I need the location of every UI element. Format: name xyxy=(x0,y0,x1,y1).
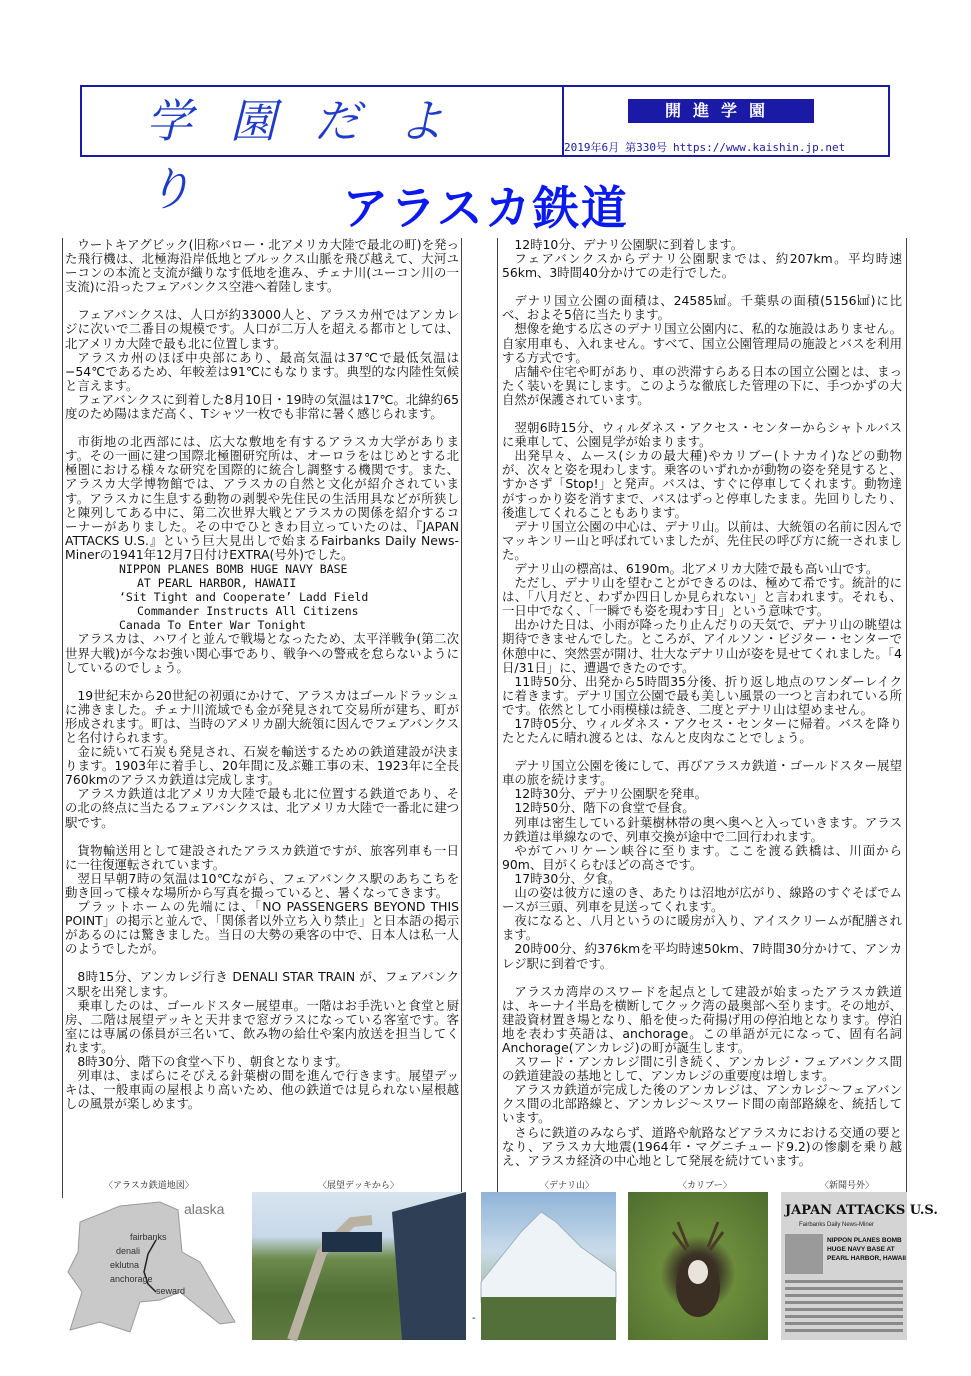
paragraph: アラスカは、ハワイと並んで戦場となったため、太平洋戦争(第二次世界大戦)が今なお強い関心事であり、戦争への警戒を怠らないようにしているのでしょう。 xyxy=(65,631,459,675)
paragraph: 20時00分、約376kmを平均時速50km、7時間30分かけて、アンカレジ駅に到着です。 xyxy=(502,941,902,971)
map-label-anchorage: anchorage xyxy=(110,1274,153,1284)
paragraph: 17時05分、ウィルダネス・アクセス・センターに帰着。バスを降りたとたんに晴れ渡るとは、なんと皮肉なことでしょう。 xyxy=(502,716,902,746)
paragraph: やがてハリケーン峡谷に至ります。ここを渡る鉄橋は、川面から90m、目がくらむほどの高さです。 xyxy=(502,842,902,872)
paragraph: ただし、デナリ山を望むことができるのは、極めて希です。統計的には、「八月だと、わずか四日しか見られない」と言われます。それも、一日中でなく、「一瞬でも姿を現わす日」という意味です。 xyxy=(502,575,902,619)
paragraph: 乗車したのは、ゴールドスター展望車。一階はお手洗いと食堂と厨房、二階は展望デッキと天井まで窓ガラスになっている客室です。客室には専属の係員が三名いて、飲み物の給仕や案内放送を担当してくれます。 xyxy=(65,997,459,1055)
newspaper-sub1: NIPPON PLANES BOMB xyxy=(827,1237,902,1244)
paragraph: アラスカ湾岸のスワードを起点として建設が始まったアラスカ鉄道は、キーナイ半島を横断してクック湾の最奥部へ至ります。その地が、建設資材置き場となり、船を使った荷揚げ用の停泊地となります。停泊地を表わす英語は、anchorage。この単語が元になって、固有名詞Anchorage(アンカレジ)の町が誕生します。 xyxy=(502,983,902,1055)
paragraph: スワード・アンカレジ間に引き続く、アンカレジ・フェアバンクス間の鉄道建設の基地として、アンカレジの重要度は増します。 xyxy=(502,1054,902,1084)
paragraph: プラットホームの先端には、「NO PASSENGERS BEYOND THIS POINT」の掲示と並んで、「関係者以外立ち入り禁止」と日本語の掲示があるのには驚きました。当日の大勢の乗客の中で、日本人は私一人のようでしたが。 xyxy=(65,899,459,957)
paragraph: 貨物輸送用として建設されたアラスカ鉄道ですが、旅客列車も一日に一往復運転されています。 xyxy=(65,842,459,872)
paragraph: 8時30分、階下の食堂へ下り、朝食となります。 xyxy=(77,1053,348,1069)
map-label-denali: denali xyxy=(116,1246,141,1256)
page-marker: - xyxy=(472,1313,476,1324)
caption-map: 〈アラスカ鉄道地図〉 xyxy=(104,1181,194,1191)
caption-deck: 〈展望デッキから〉 xyxy=(318,1181,399,1191)
paragraph: フェアバンクスからデナリ公園駅までは、約207km。平均時速56km、3時間40分かけての走行でした。 xyxy=(502,251,902,281)
paragraph: 12時10分、デナリ公園駅に到着します。 xyxy=(514,237,744,252)
newspaper-masthead: Fairbanks Daily News-Miner xyxy=(799,1222,875,1228)
paragraph: 出発早々、ムース(シカの最大種)やカリブー(トナカイ)などの動物が、次々と姿を現わします。乗客のいずれかが動物の姿を発見すると、すかさず「Stop!」と発声。バスは、すぐに停車してくれます。動物達がすっかり姿を消すまで、バスはずっと停車したまま。先回りしたり、後進してくれることもあります。 xyxy=(502,448,902,520)
site-url[interactable]: https://www.kaishin.jp.net xyxy=(673,141,846,154)
paragraph: 列車は密生している針葉樹林帯の奥へ奥へと入っていきます。アラスカ鉄道は単線なので、列車交換が途中で二回行われます。 xyxy=(502,814,902,844)
paragraph: 出かけた日は、小雨が降ったり止んだりの天気で、デナリ山の眺望は期待できませんでした。ところが、アイルソン・ビジター・センターで休憩中に、突然雲が開け、壮大なデナリ山が姿を見せてくれました。「4日/31日」に、遭遇できたのです。 xyxy=(502,617,902,675)
map-label-seward: seward xyxy=(156,1286,186,1296)
paragraph: 11時50分、出発から5時間35分後、折り返し地点のワンダーレイクに着きます。デナリ国立公園で最も美しい風景の一つと言われている所です。依然として小雨模様は続き、二度とデナリ山は望めません。 xyxy=(502,673,902,717)
left-column xyxy=(62,238,462,1198)
paragraph: 19世紀末から20世紀の初頭にかけて、アラスカはゴールドラッシュに沸きました。チェナ川流域でも金が発見されて交易所が建ち、町が形成されます。町は、当時のアメリカ副大統領に因んでフェアバンクスと名付けられます。 xyxy=(65,687,459,745)
paragraph: 金に続いて石炭も発見され、石炭を輸送するための鉄道建設が決まります。1903年に着手し、20年間に及ぶ難工事の末、1923年に全長760kmのアラスカ鉄道は完成します。 xyxy=(65,744,459,788)
paragraph: 翌朝6時15分、ウィルダネス・アクセス・センターからシャトルバスに乗車して、公園見学が始まります。 xyxy=(502,420,902,450)
paragraph: 山の姿は彼方に遠のき、あたりは沼地が広がり、線路のすぐそばでムースが三頭、列車を見送ってくれます。 xyxy=(502,885,902,915)
paragraph: 市街地の北西部には、広大な敷地を有するアラスカ大学があります。その一画に建つ国際北極圏研究所は、オーロラをはじめとする北極圏における様々な研究を国際的に統合し調整する機関です。また、アラスカ大学博物館では、アラスカの自然と文化が紹介されています。アラスカに生息する動物の剥製や先住民の生活用具などが所狭しと陳列してある中に、第二次世界大戦とアラスカの関係を紹介するコーナーがありました。その中でひときわ目立っていたのは、『JAPAN ATTACKS U.S.』という巨大見出しで始まるFairbanks Daily News-Minerの1941年12月7日付けEXTRA(号外)でした。 xyxy=(65,434,459,562)
denali-photo xyxy=(481,1192,616,1340)
right-column xyxy=(497,238,907,1198)
headline-quote: Canada To Enter War Tonight xyxy=(119,618,306,633)
newsletter-title: 学園だより xyxy=(82,87,564,155)
paragraph: 12時30分、デナリ公園駅を発車。 xyxy=(514,786,708,802)
paragraph: アラスカ鉄道が完成した後のアンカレジは、アンカレジ～フェアバンクス間の北部路線と、アンカレジ～スワード間の南部路線を、統括しています。 xyxy=(502,1082,902,1126)
issue-number: 第330号 xyxy=(625,141,667,154)
paragraph: 17時30分、夕食。 xyxy=(514,870,621,886)
map-title: alaska xyxy=(184,1201,225,1217)
headline-quote: ‘Sit Tight and Cooperate’ Ladd Field xyxy=(119,590,369,605)
caption-extra: 〈新聞号外〉 xyxy=(820,1181,875,1191)
paragraph: 夜になると、八月というのに暖房が入り、アイスクリームが配膳されます。 xyxy=(502,913,902,943)
paragraph: フェアバンクスは、人口が約33000人と、アラスカ州ではアンカレジに次いで二番目の規模です。人口が二万人を超える都市としては、北アメリカ大陸で最も北に位置します。 xyxy=(65,307,459,351)
newspaper-headline: JAPAN ATTACKS U.S. xyxy=(785,1203,938,1218)
paragraph: 12時50分、階下の食堂で昼食。 xyxy=(514,800,695,816)
paragraph: アラスカ鉄道は北アメリカ大陸で最も北に位置する鉄道であり、その北の終点に当たるフェアバンクスは、北アメリカ大陸で一番北に建つ駅です。 xyxy=(65,786,459,830)
newspaper-sub2: HUGE NAVY BASE AT xyxy=(827,1246,895,1253)
paragraph: デナリ国立公園の面積は、24585㎢。千葉県の面積(5156㎢)に比べ、およそ5倍に当たります。 xyxy=(502,293,902,323)
paragraph: ウートキアグビック(旧称バロー・北アメリカ大陸で最北の町)を発った飛行機は、北極海沿岸低地とブルックス山脈を飛び越えて、大河ユーコンの本流と支流が織りなす低地を進み、チェナ川(ユーコン川の一支流)に沿ったフェアバンクス空港へ着陸します。 xyxy=(65,237,459,295)
map-label-fairbanks: fairbanks xyxy=(130,1232,167,1242)
map-label-eklutna: eklutna xyxy=(110,1260,140,1270)
caption-caribou: 〈カリブー〉 xyxy=(678,1181,732,1191)
caption-denali: 〈デナリ山〉 xyxy=(540,1181,595,1191)
paragraph: デナリ国立公園を後にして、再びアラスカ鉄道・ゴールドスター展望車の旅を続けます。 xyxy=(502,758,902,788)
issue-date: 2019年6月 xyxy=(564,141,620,154)
paragraph: デナリ国立公園の中心は、デナリ山。以前は、大統領の名前に因んでマッキンリー山と呼ばれていましたが、先住民の呼び方に統一されました。 xyxy=(502,518,902,562)
paragraph: 店舗や住宅や町があり、車の渋滞すらある日本の国立公園とは、まったく装いを異にします。このような徹底した管理の下に、手つかずの大自然が保護されています。 xyxy=(502,363,902,407)
caribou-photo xyxy=(628,1192,768,1340)
paragraph: アラスカ州のほぼ中央部にあり、最高気温は37℃で最低気温は−54℃であるため、年較差は91℃にもなります。典型的な内陸性気候と言えます。 xyxy=(65,349,459,393)
paragraph: さらに鉄道のみならず、道路や航路などアラスカにおける交通の要となり、アラスカ大地震(1964年・マグニチュード9.2)の惨劇を乗り越え、アラスカ経済の中心地として発展を続けています。 xyxy=(502,1124,902,1168)
paragraph: 翌日早朝7時の気温は10℃ながら、フェアバンクス駅のあちこちを動き回って様々な場所から写真を撮っていると、暑くなってきます。 xyxy=(65,870,459,900)
newspaper-extra-image xyxy=(781,1192,938,1340)
headline-quote: Commander Instructs All Citizens xyxy=(137,604,359,619)
observation-deck-photo xyxy=(252,1192,466,1340)
article-title: アラスカ鉄道 xyxy=(342,181,629,235)
issue-line xyxy=(564,139,851,155)
paragraph: 想像を絶する広さのデナリ国立公園内に、私的な施設はありません。自家用車も、入れません。すべて、国立公園管理局の施設とバスを利用する方式です。 xyxy=(502,321,902,365)
school-name: 開進学園 xyxy=(628,99,814,123)
headline-quote: NIPPON PLANES BOMB HUGE NAVY BASE xyxy=(119,561,348,576)
railway-map-image xyxy=(60,1192,238,1340)
paragraph: フェアバンクスに到着した8月10日・19時の気温は17℃。北緯約65度のため陽はまだ高く、Tシャツ一枚でも非常に暑く感じられます。 xyxy=(65,391,459,422)
paragraph: デナリ山の標高は、6190m。北アメリカ大陸で最も高い山です。 xyxy=(514,560,879,576)
paragraph: 列車は、まばらにそびえる針葉樹の間を進んで行きます。展望デッキは、一般車両の屋根より高いため、他の鉄道では見られない屋根越しの風景が楽しめます。 xyxy=(65,1068,459,1112)
headline-quote: AT PEARL HARBOR, HAWAII xyxy=(137,576,297,591)
newspaper-sub3: PEARL HARBOR, HAWAII xyxy=(827,1255,906,1262)
paragraph: 8時15分、アンカレジ行き DENALI STAR TRAIN が、フェアバンクス駅を出発します。 xyxy=(65,969,459,999)
